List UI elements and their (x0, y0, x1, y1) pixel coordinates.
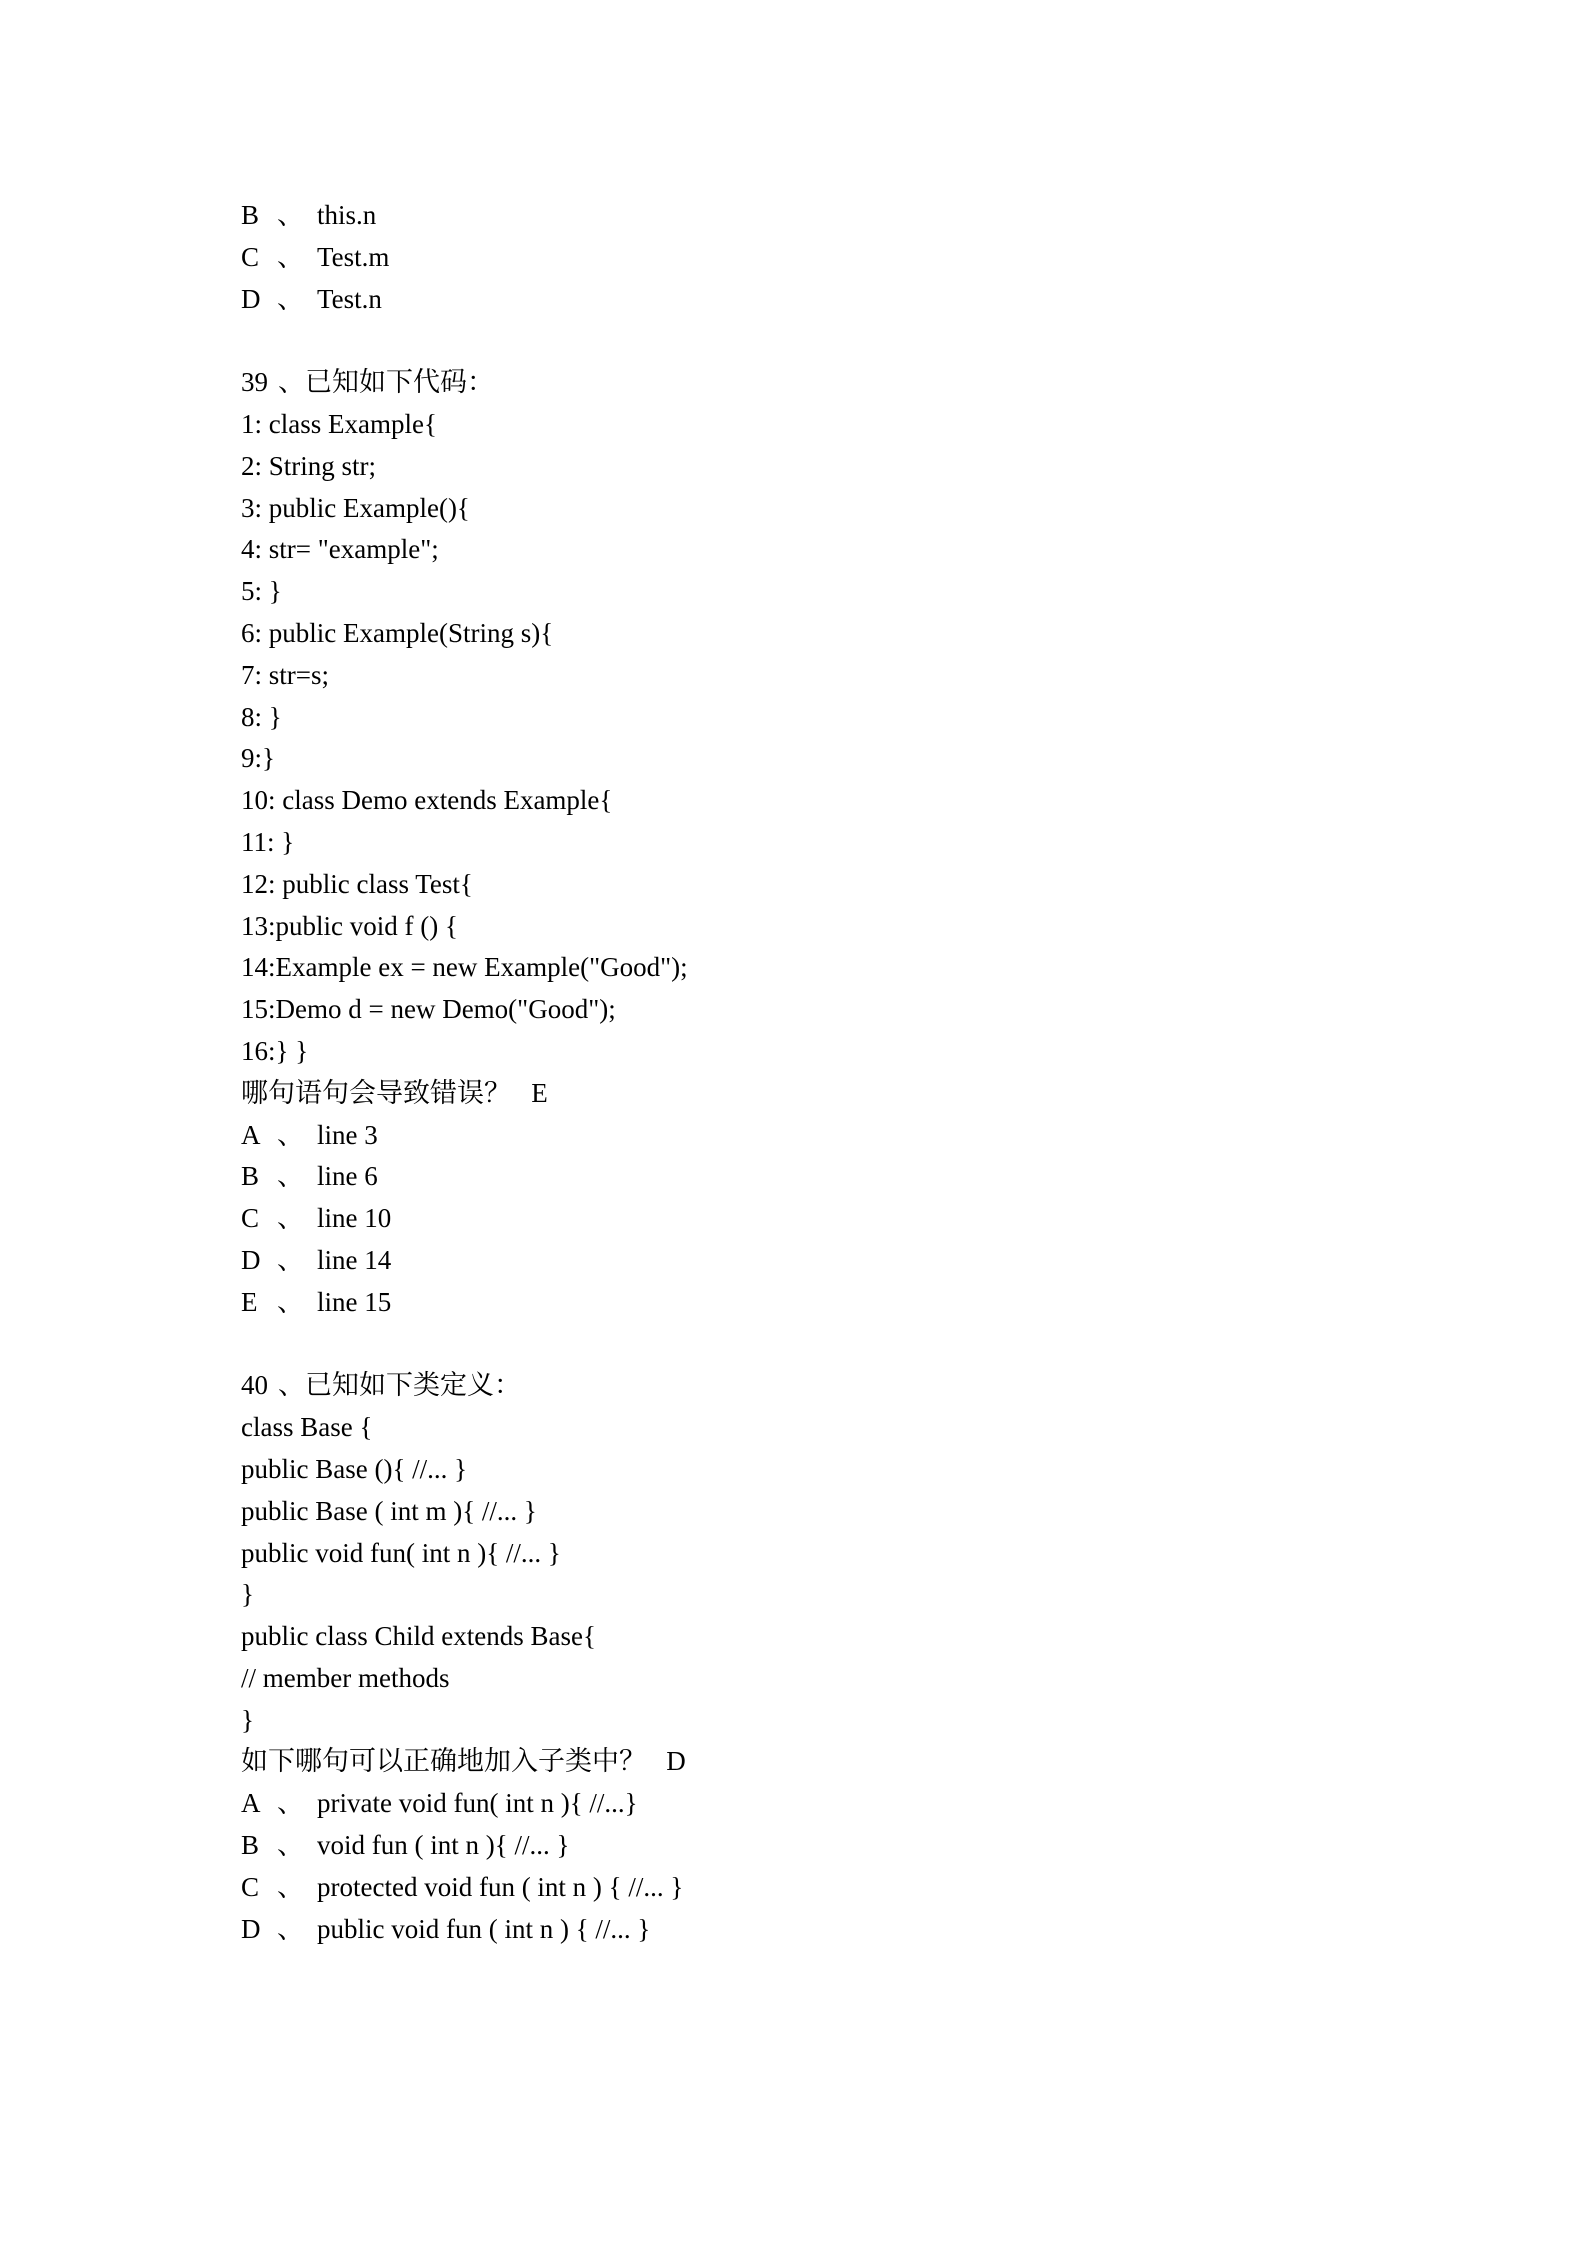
option-row (241, 195, 1441, 237)
code-line: 9:} (241, 743, 275, 774)
spacer (241, 1324, 1441, 1366)
question-title: 、已知如下类定义： (278, 1370, 521, 1401)
option-text: line 15 (317, 1286, 392, 1317)
option-letter: B (241, 1161, 260, 1192)
option-separator: 、 (277, 1830, 304, 1861)
option-letter: D (241, 1913, 261, 1944)
option-text: Test.n (317, 283, 382, 314)
option-row (241, 1825, 1441, 1867)
option-row (241, 1909, 1441, 1951)
code-line: 3: public Example(){ (241, 492, 470, 523)
code-line: 16:} } (241, 1035, 309, 1066)
option-separator: 、 (277, 200, 304, 230)
option-text: Test.m (317, 241, 390, 272)
option-separator: 、 (277, 1286, 304, 1317)
option-row (241, 1156, 1441, 1198)
answer-key: E (531, 1077, 548, 1108)
option-row (241, 279, 1441, 321)
question-header (241, 1365, 1441, 1407)
option-row (241, 1198, 1441, 1240)
code-line: } (241, 1704, 254, 1735)
option-text: protected void fun ( int n ) { //... } (317, 1871, 684, 1902)
option-letter: C (241, 241, 260, 272)
option-text: public void fun ( int n ) { //... } (317, 1913, 651, 1944)
option-row (241, 1115, 1441, 1157)
code-line: 11: } (241, 826, 295, 857)
option-letter: E (241, 1286, 258, 1317)
option-letter: A (241, 1119, 261, 1150)
option-row (241, 1282, 1441, 1324)
question-prompt (241, 1073, 1441, 1115)
question-39 (241, 362, 1441, 1323)
code-line: public void fun( int n ){ //... } (241, 1537, 561, 1568)
code-line: } (241, 1579, 254, 1610)
option-letter: B (241, 200, 260, 230)
code-line: public Base ( int m ){ //... } (241, 1495, 537, 1526)
option-separator: 、 (277, 1203, 304, 1234)
code-line: public class Child extends Base{ (241, 1621, 596, 1652)
option-text: this.n (317, 200, 377, 230)
code-line: 2: String str; (241, 450, 377, 481)
code-line: 7: str=s; (241, 659, 329, 690)
option-separator: 、 (277, 283, 304, 314)
code-block (241, 1407, 1441, 1741)
option-row (241, 237, 1441, 279)
option-separator: 、 (277, 1244, 304, 1275)
question-text: 如下哪句可以正确地加入子类中？ (241, 1746, 646, 1777)
option-text: line 14 (317, 1244, 392, 1275)
prev-question-options (241, 195, 1441, 320)
code-line: 1: class Example{ (241, 408, 437, 439)
code-line: 12: public class Test{ (241, 868, 473, 899)
code-line: 14:Example ex = new Example("Good"); (241, 952, 688, 983)
code-line: class Base { (241, 1412, 373, 1443)
question-title: 、已知如下代码： (278, 367, 494, 398)
code-line: 5: } (241, 576, 282, 607)
option-text: private void fun( int n ){ //...} (317, 1788, 638, 1819)
question-header (241, 362, 1441, 404)
option-separator: 、 (277, 241, 304, 272)
question-40 (241, 1365, 1441, 1950)
option-separator: 、 (277, 1161, 304, 1192)
question-text: 哪句语句会导致错误？ (241, 1077, 511, 1108)
question-number: 39 (241, 367, 268, 398)
code-line: 4: str= "example"; (241, 534, 439, 565)
code-line: 6: public Example(String s){ (241, 617, 554, 648)
code-line: 8: } (241, 701, 282, 732)
option-text: void fun ( int n ){ //... } (317, 1830, 570, 1861)
option-text: line 10 (317, 1203, 392, 1234)
option-separator: 、 (277, 1871, 304, 1902)
option-letter: D (241, 1244, 261, 1275)
option-letter: C (241, 1203, 260, 1234)
option-separator: 、 (277, 1913, 304, 1944)
code-line: public Base (){ //... } (241, 1453, 468, 1484)
option-letter: D (241, 283, 261, 314)
option-letter: C (241, 1871, 260, 1902)
code-line: 13:public void f () { (241, 910, 458, 941)
question-prompt (241, 1741, 1441, 1783)
option-row (241, 1240, 1441, 1282)
document-page (241, 195, 1441, 1950)
option-row (241, 1783, 1441, 1825)
option-letter: A (241, 1788, 261, 1819)
options-list (241, 1783, 1441, 1950)
option-text: line 6 (317, 1161, 378, 1192)
question-number: 40 (241, 1370, 268, 1401)
code-block (241, 404, 1441, 1073)
code-line: // member methods (241, 1662, 450, 1693)
options-list (241, 1115, 1441, 1324)
option-separator: 、 (277, 1788, 304, 1819)
option-letter: B (241, 1830, 260, 1861)
spacer (241, 320, 1441, 362)
code-line: 15:Demo d = new Demo("Good"); (241, 994, 616, 1025)
answer-key: D (666, 1746, 686, 1777)
option-separator: 、 (277, 1119, 304, 1150)
code-line: 10: class Demo extends Example{ (241, 785, 613, 816)
option-text: line 3 (317, 1119, 378, 1150)
option-row (241, 1867, 1441, 1909)
